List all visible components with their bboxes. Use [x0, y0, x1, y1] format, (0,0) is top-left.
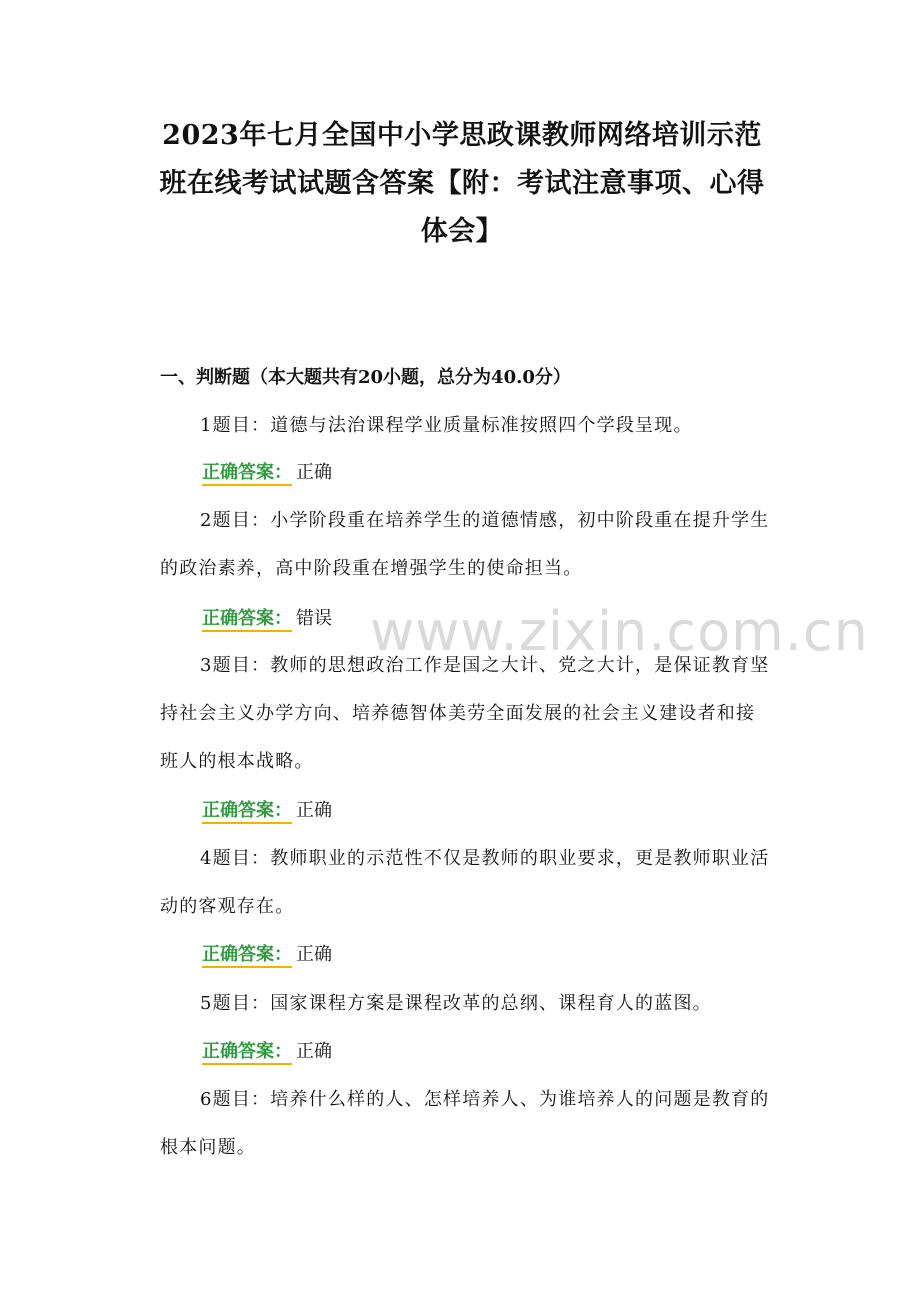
answer-line	[202, 1036, 332, 1068]
question-text: 5题目：国家课程方案是课程改革的总纲、课程育人的蓝图。	[200, 993, 712, 1014]
answer-line	[202, 603, 332, 635]
watermark: www.zixin.com.cn	[370, 600, 869, 663]
answer-line	[202, 795, 332, 827]
answer-label: 正确答案：	[202, 800, 292, 824]
answer-value: 正确	[296, 462, 332, 483]
answer-value: 正确	[296, 800, 332, 821]
answer-value: 正确	[296, 1041, 332, 1062]
question-text: 4题目：教师职业的示范性不仅是教师的职业要求，更是教师职业活动的客观存在。	[160, 848, 770, 917]
answer-line	[202, 457, 332, 489]
answer-label: 正确答案：	[202, 1041, 292, 1065]
question-text: 1题目：道德与法治课程学业质量标准按照四个学段呈现。	[200, 415, 693, 436]
answer-label: 正确答案：	[202, 462, 292, 486]
answer-value: 错误	[296, 608, 332, 629]
answer-value: 正确	[296, 944, 332, 965]
answer-label: 正确答案：	[202, 608, 292, 632]
document-title: 2023年七月全国中小学思政课教师网络培训示范班在线考试试题含答案【附：考试注意事项、心得体会】	[159, 120, 765, 247]
section-heading: 一、判断题（本大题共有20小题，总分为40.0分）	[160, 367, 571, 388]
answer-line	[202, 939, 332, 971]
question-text: 2题目：小学阶段重在培养学生的道德情感，初中阶段重在提升学生的政治素养，高中阶段重在增强学生的使命担当。	[160, 510, 770, 579]
question-text: 3题目：教师的思想政治工作是国之大计、党之大计，是保证教育坚持社会主义办学方向、培养德智体美劳全面发展的社会主义建设者和接班人的根本战略。	[160, 655, 770, 772]
question-text: 6题目：培养什么样的人、怎样培养人、为谁培养人的问题是教育的根本问题。	[160, 1089, 770, 1158]
answer-label: 正确答案：	[202, 944, 292, 968]
